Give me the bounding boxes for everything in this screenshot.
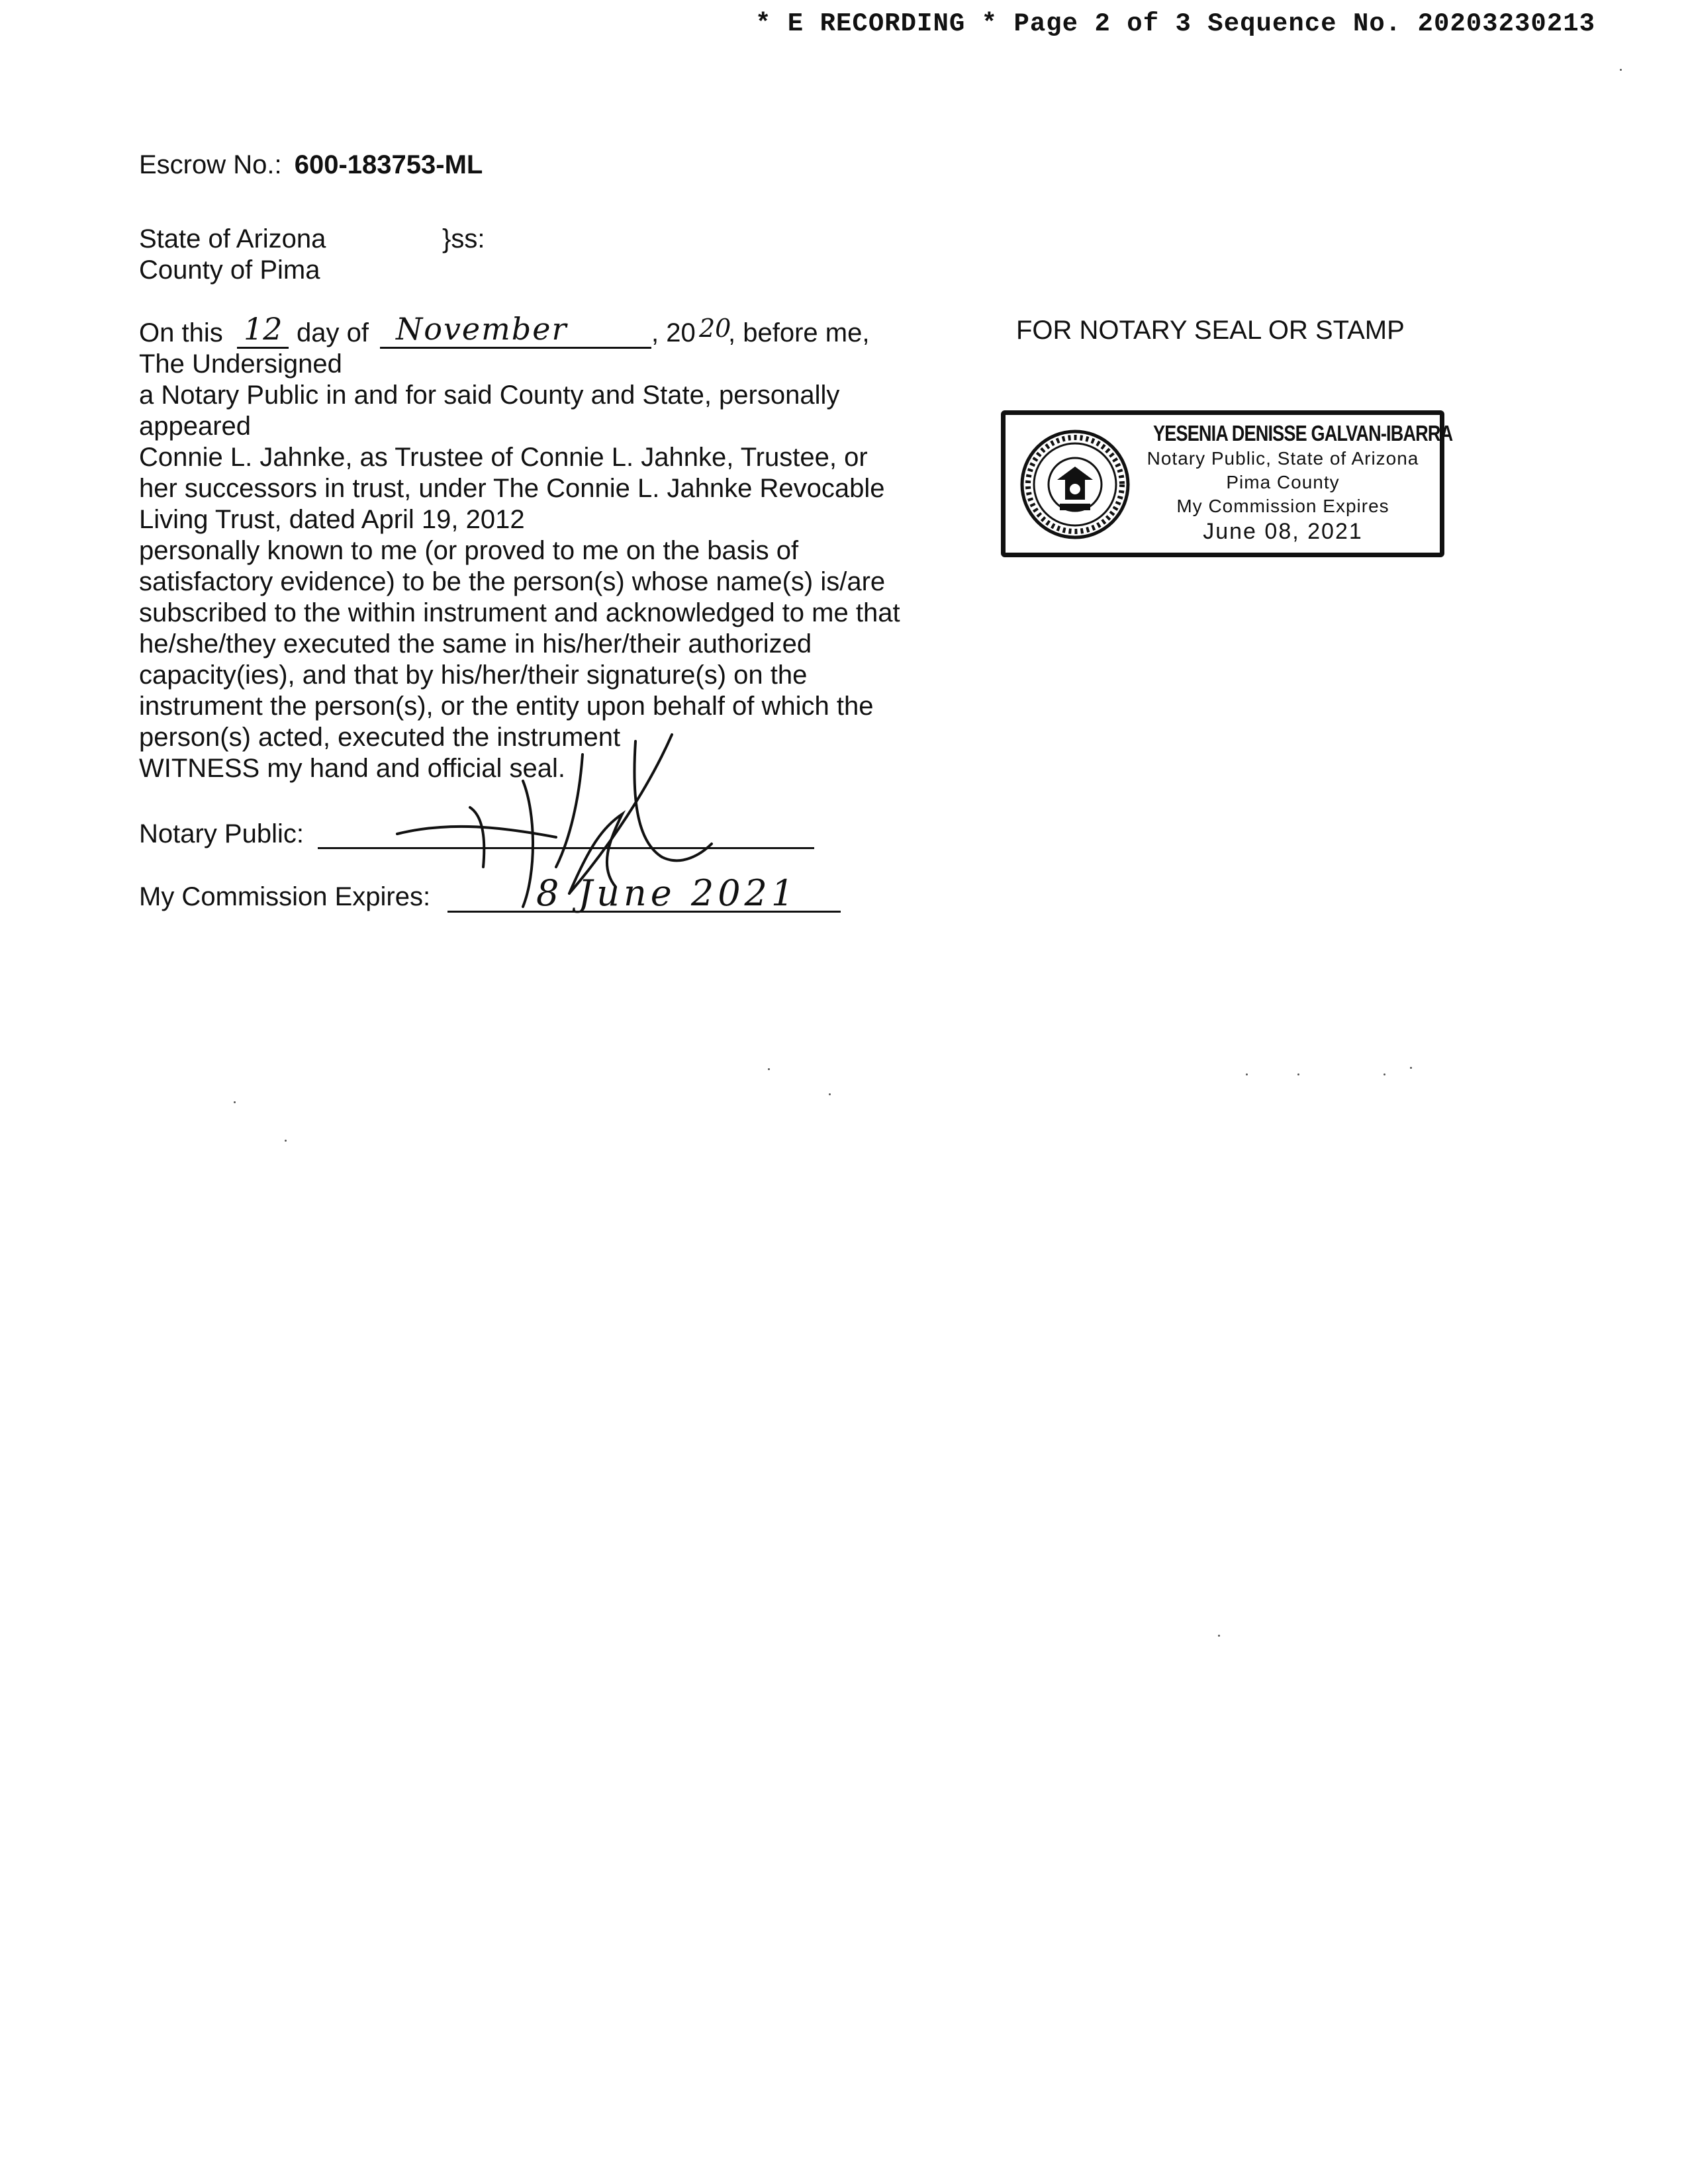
scan-speck <box>768 1068 770 1070</box>
body-line-1: personally known to me (or proved to me on the basis of <box>139 536 799 565</box>
body-line-3: subscribed to the within instrument and acknowledged to me that <box>139 598 900 627</box>
day-handwritten: 12 <box>244 311 283 347</box>
body-line-4: he/she/they executed the same in his/her/their authorized <box>139 629 812 659</box>
escrow-number: 600-183753-ML <box>294 150 483 179</box>
recording-header: * E RECORDING * Page 2 of 3 Sequence No. 20203230213 <box>755 9 1595 38</box>
body-line-6: instrument the person(s), or the entity upon behalf of which the <box>139 692 874 721</box>
scan-speck <box>1410 1067 1412 1069</box>
escrow-label: Escrow No.: <box>139 150 282 179</box>
escrow-line <box>139 150 483 181</box>
body-line-7: person(s) acted, executed the instrument <box>139 723 621 752</box>
on-this-label: On this <box>139 318 223 347</box>
stamp-text <box>1125 420 1453 545</box>
body-line-2: satisfactory evidence) to be the person(s) whose name(s) is/are <box>139 567 886 596</box>
venue-county: County of Pima <box>139 255 320 285</box>
stamp-county: Pima County <box>1226 472 1340 492</box>
trustee-line-1: Connie L. Jahnke, as Trustee of Connie L. Jahnke, Trustee, or <box>139 443 868 472</box>
scan-speck <box>1246 1073 1248 1075</box>
scan-speck <box>1383 1073 1385 1075</box>
scan-speck <box>1218 1635 1220 1637</box>
scan-speck <box>1620 69 1622 71</box>
notary-signature <box>371 715 715 913</box>
trustee-line-2: her successors in trust, under The Connie L. Jahnke Revocable <box>139 474 885 503</box>
year-handwritten: 20 <box>699 314 731 343</box>
day-of-label: day of <box>297 318 369 347</box>
scan-speck <box>829 1093 831 1095</box>
body-line-5: capacity(ies), and that by his/her/their signature(s) on the <box>139 660 808 690</box>
notary-line: a Notary Public in and for said County and State, personally <box>139 381 840 410</box>
stamp-expires-label: My Commission Expires <box>1176 496 1389 516</box>
trustee-line-3: Living Trust, dated April 19, 2012 <box>139 505 525 534</box>
undersigned-line: The Undersigned <box>139 349 342 379</box>
stamp-notary-name: YESENIA DENISSE GALVAN-IBARRA <box>1153 421 1453 445</box>
stamp-expires-date: June 08, 2021 <box>1203 519 1363 544</box>
stamp-area-heading: FOR NOTARY SEAL OR STAMP <box>1016 316 1405 345</box>
arizona-seal-icon <box>1019 428 1131 541</box>
month-blank-line <box>380 347 651 349</box>
scan-speck <box>1297 1073 1299 1075</box>
scan-speck <box>285 1140 287 1142</box>
commission-expires-label: My Commission Expires: <box>139 882 431 911</box>
venue-ss: }ss: <box>442 224 485 253</box>
appeared-line: appeared <box>139 412 252 441</box>
notary-public-label: Notary Public: <box>139 819 304 848</box>
year-prefix: , 20 <box>651 318 696 347</box>
commission-handwritten: 8 June 2021 <box>536 872 798 914</box>
venue-state: State of Arizona <box>139 224 326 253</box>
witness-line: WITNESS my hand and official seal. <box>139 754 565 783</box>
scan-speck <box>234 1101 236 1103</box>
before-me-label: , before me, <box>728 318 870 347</box>
stamp-notary-title: Notary Public, State of Arizona <box>1147 448 1419 469</box>
month-handwritten: November <box>396 311 568 347</box>
notary-stamp <box>1001 410 1453 557</box>
